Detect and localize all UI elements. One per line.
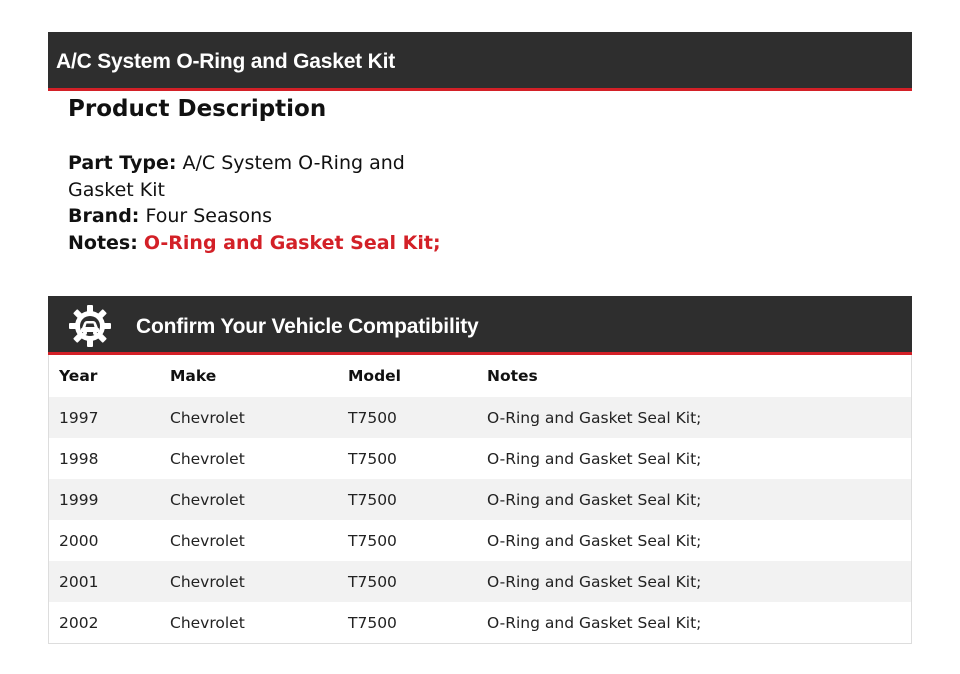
compatibility-table — [48, 355, 912, 644]
brand-line — [68, 203, 468, 230]
column-header-make: Make — [170, 367, 217, 385]
cell-model: T7500 — [348, 449, 397, 468]
table-row — [49, 438, 912, 479]
product-title: A/C System O-Ring and Gasket Kit — [56, 50, 396, 73]
notes-line — [68, 230, 468, 257]
notes-value: O-Ring and Gasket Seal Kit; — [143, 231, 441, 254]
cell-notes: O-Ring and Gasket Seal Kit; — [487, 408, 702, 427]
cell-model: T7500 — [348, 613, 397, 632]
cell-make: Chevrolet — [170, 449, 245, 468]
cell-year: 1998 — [59, 449, 99, 468]
product-details — [68, 150, 468, 256]
table-row — [49, 602, 912, 644]
table-row — [49, 397, 912, 438]
cell-notes: O-Ring and Gasket Seal Kit; — [487, 490, 702, 509]
table-row — [49, 561, 912, 602]
cell-model: T7500 — [348, 531, 397, 550]
cell-make: Chevrolet — [170, 408, 245, 427]
part-type-label: Part Type: — [68, 152, 177, 174]
gear-car-icon — [68, 304, 112, 348]
cell-make: Chevrolet — [170, 490, 245, 509]
cell-make: Chevrolet — [170, 572, 245, 591]
cell-make: Chevrolet — [170, 613, 245, 632]
brand-label: Brand: — [68, 205, 140, 227]
cell-model: T7500 — [348, 408, 397, 427]
cell-notes: O-Ring and Gasket Seal Kit; — [487, 572, 702, 591]
column-header-notes: Notes — [487, 367, 538, 385]
compatibility-title-bar — [48, 296, 912, 355]
cell-year: 2000 — [59, 531, 99, 550]
cell-year: 1997 — [59, 408, 99, 427]
column-header-year: Year — [59, 367, 98, 385]
brand-value: Four Seasons — [145, 205, 273, 227]
cell-make: Chevrolet — [170, 531, 245, 550]
part-type-value: A/C System O-Ring and Gasket Kit — [68, 152, 405, 201]
table-row — [49, 479, 912, 520]
compatibility-title: Confirm Your Vehicle Compatibility — [136, 315, 479, 338]
notes-label: Notes: — [68, 231, 138, 254]
cell-notes: O-Ring and Gasket Seal Kit; — [487, 613, 702, 632]
table-row — [49, 520, 912, 561]
cell-year: 1999 — [59, 490, 99, 509]
cell-notes: O-Ring and Gasket Seal Kit; — [487, 449, 702, 468]
cell-model: T7500 — [348, 490, 397, 509]
cell-notes: O-Ring and Gasket Seal Kit; — [487, 531, 702, 550]
part-type-line — [68, 150, 468, 203]
table-header-row — [49, 355, 912, 397]
cell-year: 2002 — [59, 613, 99, 632]
product-description-heading: Product Description — [68, 96, 327, 122]
cell-model: T7500 — [348, 572, 397, 591]
product-title-bar — [48, 32, 912, 91]
cell-year: 2001 — [59, 572, 99, 591]
column-header-model: Model — [348, 367, 401, 385]
